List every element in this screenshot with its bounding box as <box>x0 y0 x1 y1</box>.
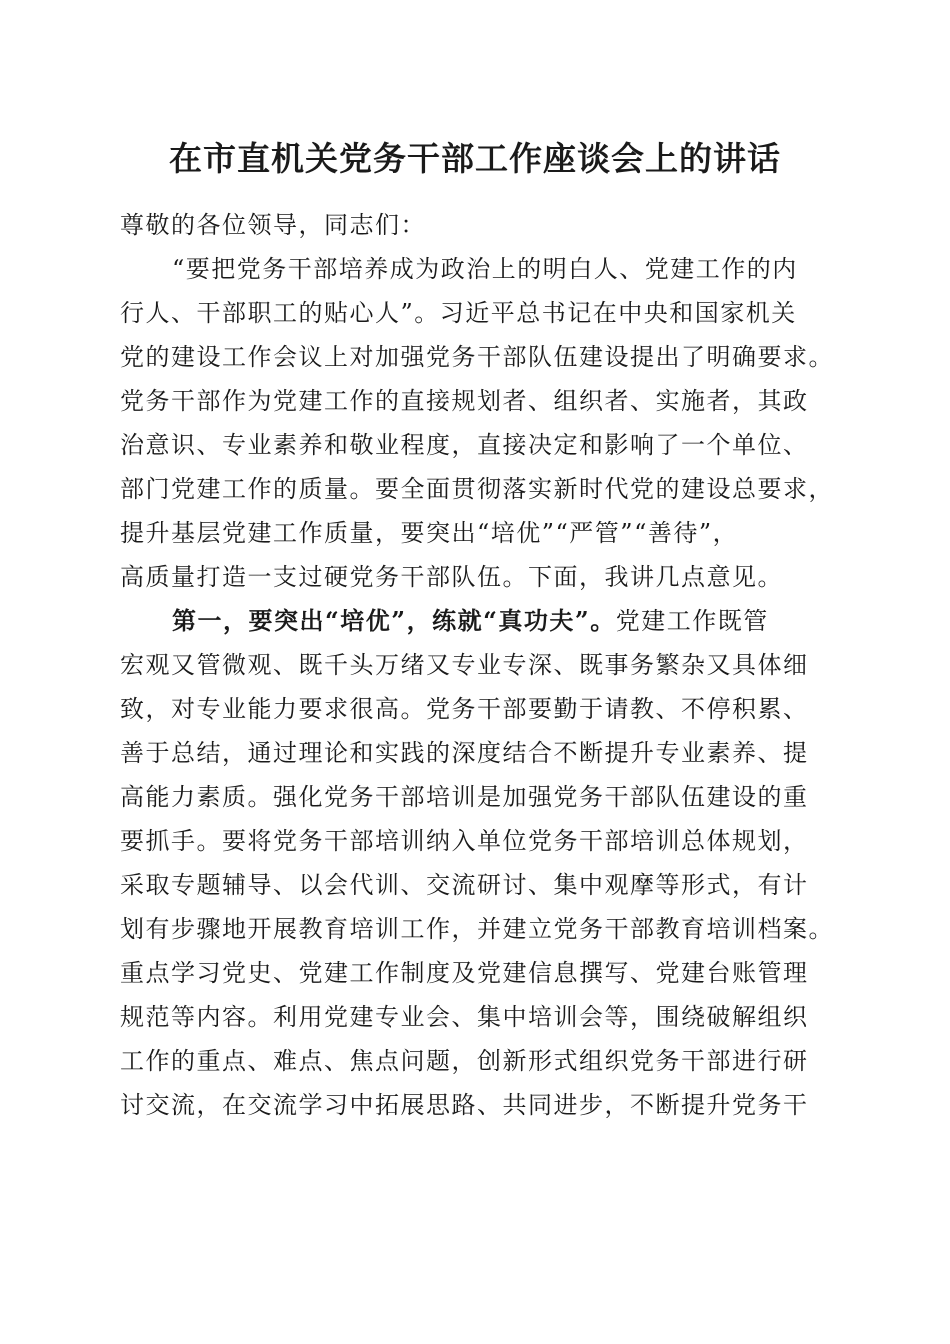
paragraph-line: 要抓手。要将党务干部培训纳入单位党务干部培训总体规划， <box>120 827 809 855</box>
paragraph-line: 治意识、专业素养和敬业程度，直接决定和影响了一个单位、 <box>120 431 809 459</box>
paragraph-line: 重点学习党史、党建工作制度及党建信息撰写、党建台账管理 <box>120 959 809 987</box>
paragraph-intro <box>120 247 845 599</box>
paragraph-line: “要把党务干部培养成为政治上的明白人、党建工作的内 <box>172 255 798 283</box>
paragraph-line <box>120 599 845 643</box>
document-title: 在市直机关党务干部工作座谈会上的讲话 <box>169 139 781 178</box>
paragraph-line-rest: 党建工作既管 <box>615 607 769 635</box>
section-heading: 第一，要突出“培优”，练就“真功夫”。 <box>172 606 616 635</box>
paragraph-line: 高质量打造一支过硬党务干部队伍。下面，我讲几点意见。 <box>120 563 783 591</box>
paragraph-line: 规范等内容。利用党建专业会、集中培训会等，围绕破解组织 <box>120 1003 809 1031</box>
document-body <box>120 203 845 1127</box>
paragraph-line: 行人、干部职工的贴心人”。习近平总书记在中央和国家机关 <box>120 299 797 327</box>
paragraph-first-point <box>120 599 845 1127</box>
paragraph-line: 党务干部作为党建工作的直接规划者、组织者、实施者，其政 <box>120 387 809 415</box>
paragraph-line: 划有步骤地开展教育培训工作，并建立党务干部教育培训档案。 <box>120 915 834 943</box>
paragraph-line: 致，对专业能力要求很高。党务干部要勤于请教、不停积累、 <box>120 695 809 723</box>
paragraph-line: 高能力素质。强化党务干部培训是加强党务干部队伍建设的重 <box>120 783 809 811</box>
paragraph-line: 讨交流，在交流学习中拓展思路、共同进步，不断提升党务干 <box>120 1091 809 1119</box>
greeting: 尊敬的各位领导，同志们： <box>120 211 426 239</box>
paragraph-line: 部门党建工作的质量。要全面贯彻落实新时代党的建设总要求， <box>120 475 834 503</box>
paragraph-line: 工作的重点、难点、焦点问题，创新形式组织党务干部进行研 <box>120 1047 809 1075</box>
paragraph-line: 采取专题辅导、以会代训、交流研讨、集中观摩等形式，有计 <box>120 871 809 899</box>
paragraph-line: 宏观又管微观、既千头万绪又专业专深、既事务繁杂又具体细 <box>120 651 809 679</box>
paragraph-line: 善于总结，通过理论和实践的深度结合不断提升专业素养、提 <box>120 739 809 767</box>
paragraph-line: 党的建设工作会议上对加强党务干部队伍建设提出了明确要求。 <box>120 343 834 371</box>
paragraph-line: 提升基层党建工作质量，要突出“培优”“严管”“善待”， <box>120 519 739 547</box>
